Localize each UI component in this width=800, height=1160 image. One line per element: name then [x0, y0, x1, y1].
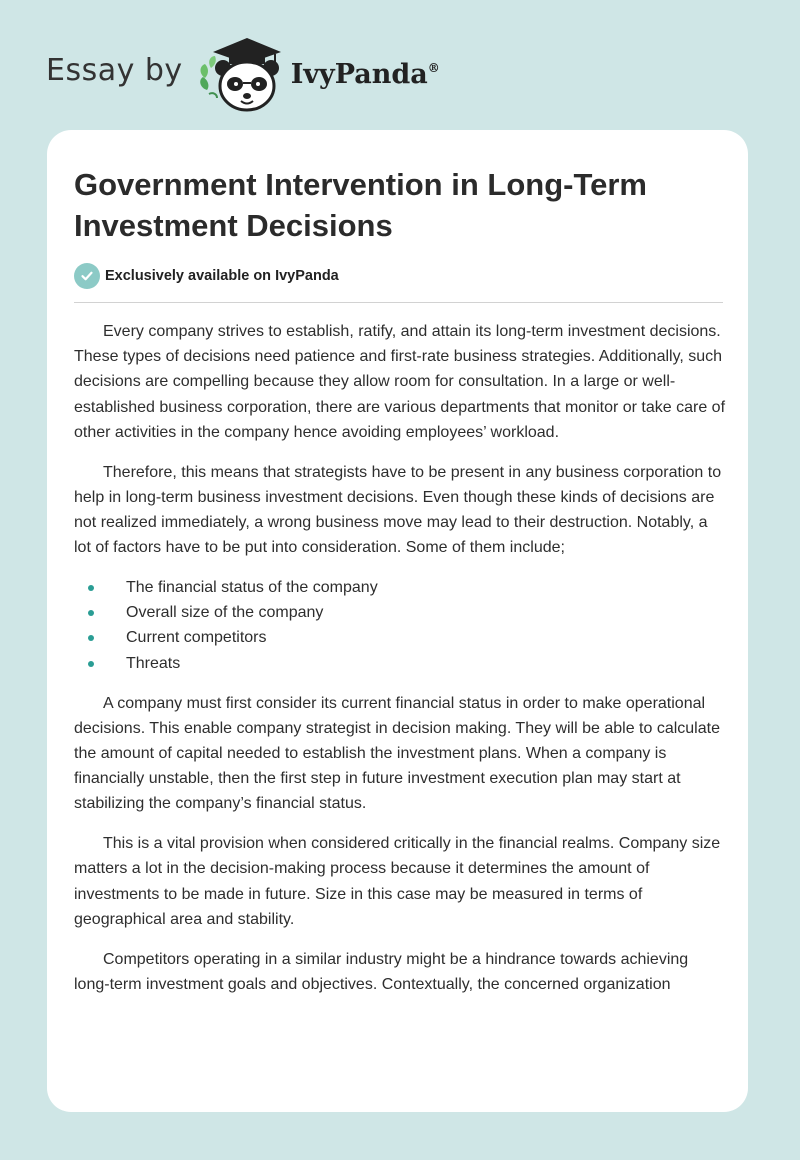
- brand-name: IvyPanda®: [290, 58, 440, 90]
- badge-text: Exclusively available on IvyPanda: [105, 268, 339, 284]
- paragraph: A company must first consider its current financial status in order to make operational decisions. This enable company strategist in decision making. They will be able to calculate the amount of capital needed to establish the investment plans. When a company is financially unstable, then the first step in future investment execution plan may start at stabilizing the company’s financial status.: [74, 694, 720, 813]
- list-item: Overall size of the company: [74, 600, 726, 625]
- paragraph: Every company strives to establish, ratify, and attain its long-term investment decisions. These types of decisions need patience and first-rate business strategies. Additionally, such decisions are compelling because they allow room for consultation. In a large or well-established business corporation, there are various departments that monitor or take care of other activities in the company hence avoiding employees’ workload.: [74, 323, 726, 441]
- factor-list: [74, 575, 726, 676]
- page-title: Government Intervention in Long-Term Investment Decisions: [74, 167, 647, 243]
- list-item: The financial status of the company: [74, 575, 726, 600]
- site-header: [46, 34, 440, 114]
- essay-by-label: Essay by: [46, 52, 183, 88]
- panda-logo-icon[interactable]: [197, 34, 289, 114]
- essay-card: [47, 130, 748, 1112]
- check-circle-icon: [74, 263, 100, 289]
- paragraph: Competitors operating in a similar industry might be a hindrance towards achieving long-term investment goals and objectives. Contextually, the concerned organization: [74, 950, 689, 993]
- bullet-icon: [88, 661, 94, 667]
- bullet-icon: [88, 585, 94, 591]
- essay-body: [74, 319, 726, 1012]
- divider: [74, 302, 723, 303]
- list-item: Current competitors: [74, 625, 726, 650]
- paragraph: Therefore, this means that strategists have to be present in any business corporation to help in long-term business investment decisions. Even though these kinds of decisions are not realized immediately, a wrong business move may lead to their destruction. Notably, a lot of factors have to be put into consideration. Some of them include;: [74, 463, 722, 557]
- list-item: Threats: [74, 651, 726, 676]
- bullet-icon: [88, 610, 94, 616]
- paragraph: This is a vital provision when considered critically in the financial realms. Company size matters a lot in the decision-making process because it determines the amount of investments to be made in future. Size in this case may be measured in terms of geographical area and stability.: [74, 835, 721, 928]
- bullet-icon: [88, 635, 94, 641]
- exclusive-badge: [74, 263, 339, 289]
